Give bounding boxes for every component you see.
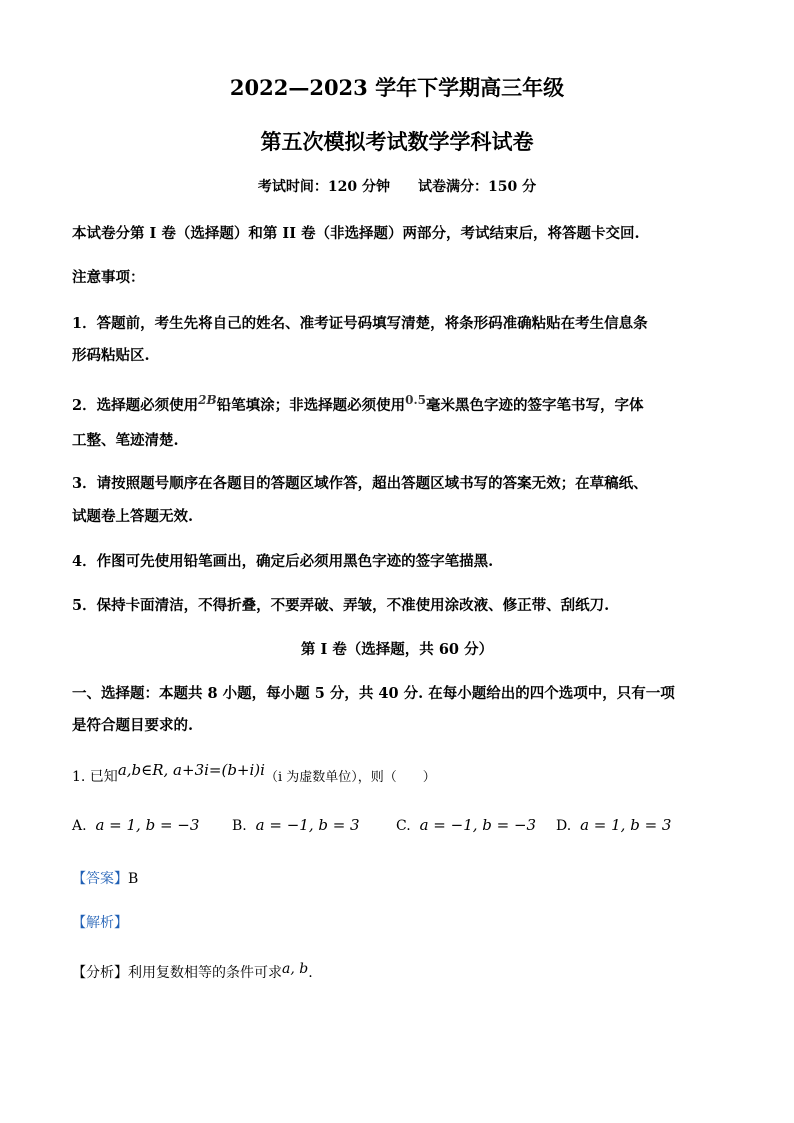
option-c-label: C. <box>396 818 411 834</box>
option-c <box>396 816 536 834</box>
option-d-math: a = 1, b = 3 <box>580 816 672 834</box>
title-year: 2022—2023 学年下学期高三年级 <box>229 75 565 100</box>
fenxi-math: a, b <box>282 961 309 977</box>
notes-title: 注意事项： <box>72 269 145 286</box>
fenxi-tag: 【分析】 <box>72 965 128 981</box>
intro-text: 本试卷分第 I 卷（选择题）和第 II 卷（非选择题）两部分，考试结束后，将答题卡交回. <box>72 225 640 242</box>
answer-tag: 【答案】 <box>72 871 128 887</box>
note-3-line2: 试题卷上答题无效. <box>72 508 194 525</box>
option-d <box>556 816 671 834</box>
note-1-line1: 1．答题前，考生先将自己的姓名、准考证号码填写清楚，将条形码准确粘贴在考生信息条 <box>72 315 648 332</box>
option-d-label: D. <box>556 818 572 834</box>
section-1-title: 第 I 卷（选择题，共 60 分） <box>300 641 494 658</box>
fenxi-line <box>72 962 313 982</box>
note-2-math1: 2B <box>198 393 217 407</box>
question-1-prefix: 1. 已知 <box>72 769 118 785</box>
note-2-math2: 0.5 <box>405 393 426 407</box>
option-a <box>72 816 199 834</box>
option-c-math: a = −1, b = −3 <box>419 816 537 834</box>
note-5: 5．保持卡面清洁，不得折叠，不要弄破、弄皱，不准使用涂改液、修正带、刮纸刀. <box>72 597 610 614</box>
option-a-label: A. <box>72 818 87 834</box>
option-a-math: a = 1, b = −3 <box>95 816 200 834</box>
answer-line <box>72 868 138 888</box>
note-2-part3: 毫米黑色字迹的签字笔书写，字体 <box>425 397 644 414</box>
note-3-line1: 3．请按照题号顺序在各题目的答题区域作答，超出答题区域书写的答案无效；在草稿纸、 <box>72 475 648 492</box>
option-b-math: a = −1, b = 3 <box>255 816 360 834</box>
note-2-line2: 工整、笔迹清楚. <box>72 432 179 449</box>
note-2-line1 <box>72 394 643 415</box>
note-2-part2: 铅笔填涂；非选择题必须使用 <box>216 397 406 414</box>
option-b <box>232 816 360 834</box>
question-1-stem <box>72 761 436 786</box>
option-b-label: B. <box>232 818 247 834</box>
title-exam: 第五次模拟考试数学学科试卷 <box>260 129 534 154</box>
section-1-intro-line2: 是符合题目要求的. <box>72 717 194 734</box>
analysis-tag: 【解析】 <box>72 915 128 931</box>
question-1-math: a,b∈R, a+3i=(b+i)i <box>117 761 265 779</box>
fenxi-text: 利用复数相等的条件可求 <box>128 965 282 981</box>
fenxi-end: . <box>308 965 313 981</box>
analysis-line <box>72 912 128 932</box>
note-4: 4．作图可先使用铅笔画出，确定后必须用黑色字迹的签字笔描黑. <box>72 553 494 570</box>
question-1-suffix: （i 为虚数单位），则（ ） <box>264 770 436 785</box>
note-2-part1: 2．选择题必须使用 <box>72 397 199 414</box>
exam-info: 考试时间：120 分钟 试卷满分：150 分 <box>257 179 537 195</box>
section-1-intro-line1: 一、选择题：本题共 8 小题，每小题 5 分，共 40 分. 在每小题给出的四个选项中，只有一项 <box>72 685 675 702</box>
answer-value: B <box>128 871 139 887</box>
note-1-line2: 形码粘贴区. <box>72 347 150 364</box>
